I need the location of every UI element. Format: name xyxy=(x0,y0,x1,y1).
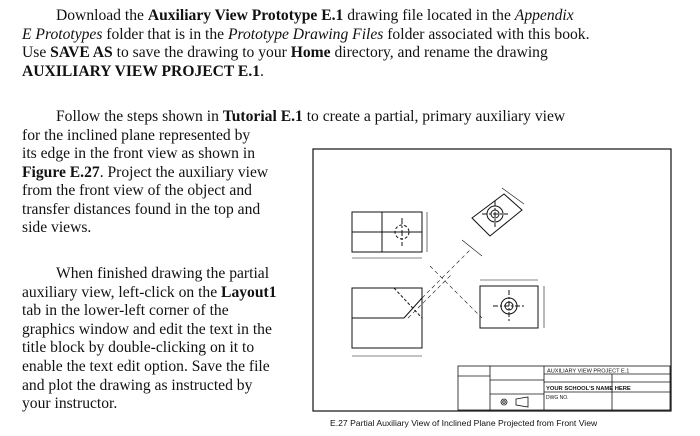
text: folder associated with this book. xyxy=(383,25,590,43)
command-name: SAVE AS xyxy=(50,44,113,62)
text: auxiliary view, left-click on the xyxy=(22,283,222,301)
finish-line-2 xyxy=(22,284,312,303)
appendix-name: Appendix xyxy=(514,7,574,24)
finish-line-4: graphics window and edit the text in the xyxy=(22,320,272,338)
title-block-school-name: YOUR SCHOOL'S NAME HERE xyxy=(546,386,631,392)
folder-name: Prototype Drawing Files xyxy=(228,25,384,43)
text: directory, and rename the drawing xyxy=(330,44,548,62)
steps-line-3: its edge in the front view as shown in xyxy=(22,145,256,162)
title-block-drawing-number: DWG NO. xyxy=(546,395,569,401)
steps-paragraph-top xyxy=(22,108,622,145)
finish-line-5: title block by double-clicking on it to xyxy=(22,339,255,357)
title-block-project-name: AUXILIARY VIEW PROJECT E.1 xyxy=(547,368,630,375)
intro-line-1 xyxy=(22,7,682,26)
projection-lines xyxy=(408,250,482,318)
finish-paragraph xyxy=(22,265,312,414)
intro-line-4 xyxy=(22,63,682,82)
text: to save the drawing to your xyxy=(112,44,291,62)
intro-paragraph xyxy=(22,7,682,81)
finish-line-3: tab in the lower-left corner of the xyxy=(22,302,229,320)
intro-line-2 xyxy=(22,26,682,45)
text: Download the xyxy=(56,7,148,24)
finish-line-7: and plot the drawing as instructed by xyxy=(22,376,253,394)
text: . Project the auxiliary view xyxy=(99,163,269,181)
figure-reference: Figure E.27 xyxy=(22,163,100,181)
folder-name: E Prototypes xyxy=(22,25,103,43)
right-side-view xyxy=(480,280,544,328)
steps-line-7: side views. xyxy=(22,219,92,237)
tab-name: Layout1 xyxy=(221,283,277,301)
intro-line-3 xyxy=(22,44,682,63)
steps-line-6: transfer distances found in the top and xyxy=(22,200,261,218)
project-name: AUXILIARY VIEW PROJECT E.1 xyxy=(22,62,261,80)
steps-line-2: for the inclined plane represented by xyxy=(22,126,251,144)
projection-symbol xyxy=(501,397,528,407)
text: . xyxy=(260,62,264,80)
front-view xyxy=(352,288,422,356)
steps-paragraph-body xyxy=(22,145,307,238)
steps-line-5: from the front view of the object and xyxy=(22,182,252,200)
top-view xyxy=(352,212,427,258)
tutorial-name: Tutorial E.1 xyxy=(222,108,303,125)
finish-line-6: enable the text edit option. Save the file xyxy=(22,357,270,375)
steps-line-1 xyxy=(22,108,622,127)
steps-line-4 xyxy=(22,164,307,183)
text: to create a partial, primary auxiliary view xyxy=(302,108,566,125)
text: folder that is in the xyxy=(102,25,228,43)
auxiliary-view-drawing xyxy=(312,148,672,412)
text: drawing file located in the xyxy=(343,7,515,24)
text: Use xyxy=(22,44,51,62)
figure-caption: E.27 Partial Auxiliary View of Inclined Plane Projected from Front View xyxy=(330,418,598,428)
text: Follow the steps shown in xyxy=(56,108,223,125)
file-name: Auxiliary View Prototype E.1 xyxy=(147,7,344,24)
directory-name: Home xyxy=(290,44,331,62)
side-view xyxy=(462,188,524,256)
finish-line-1: When finished drawing the partial xyxy=(56,265,270,282)
finish-line-8: your instructor. xyxy=(22,395,118,413)
